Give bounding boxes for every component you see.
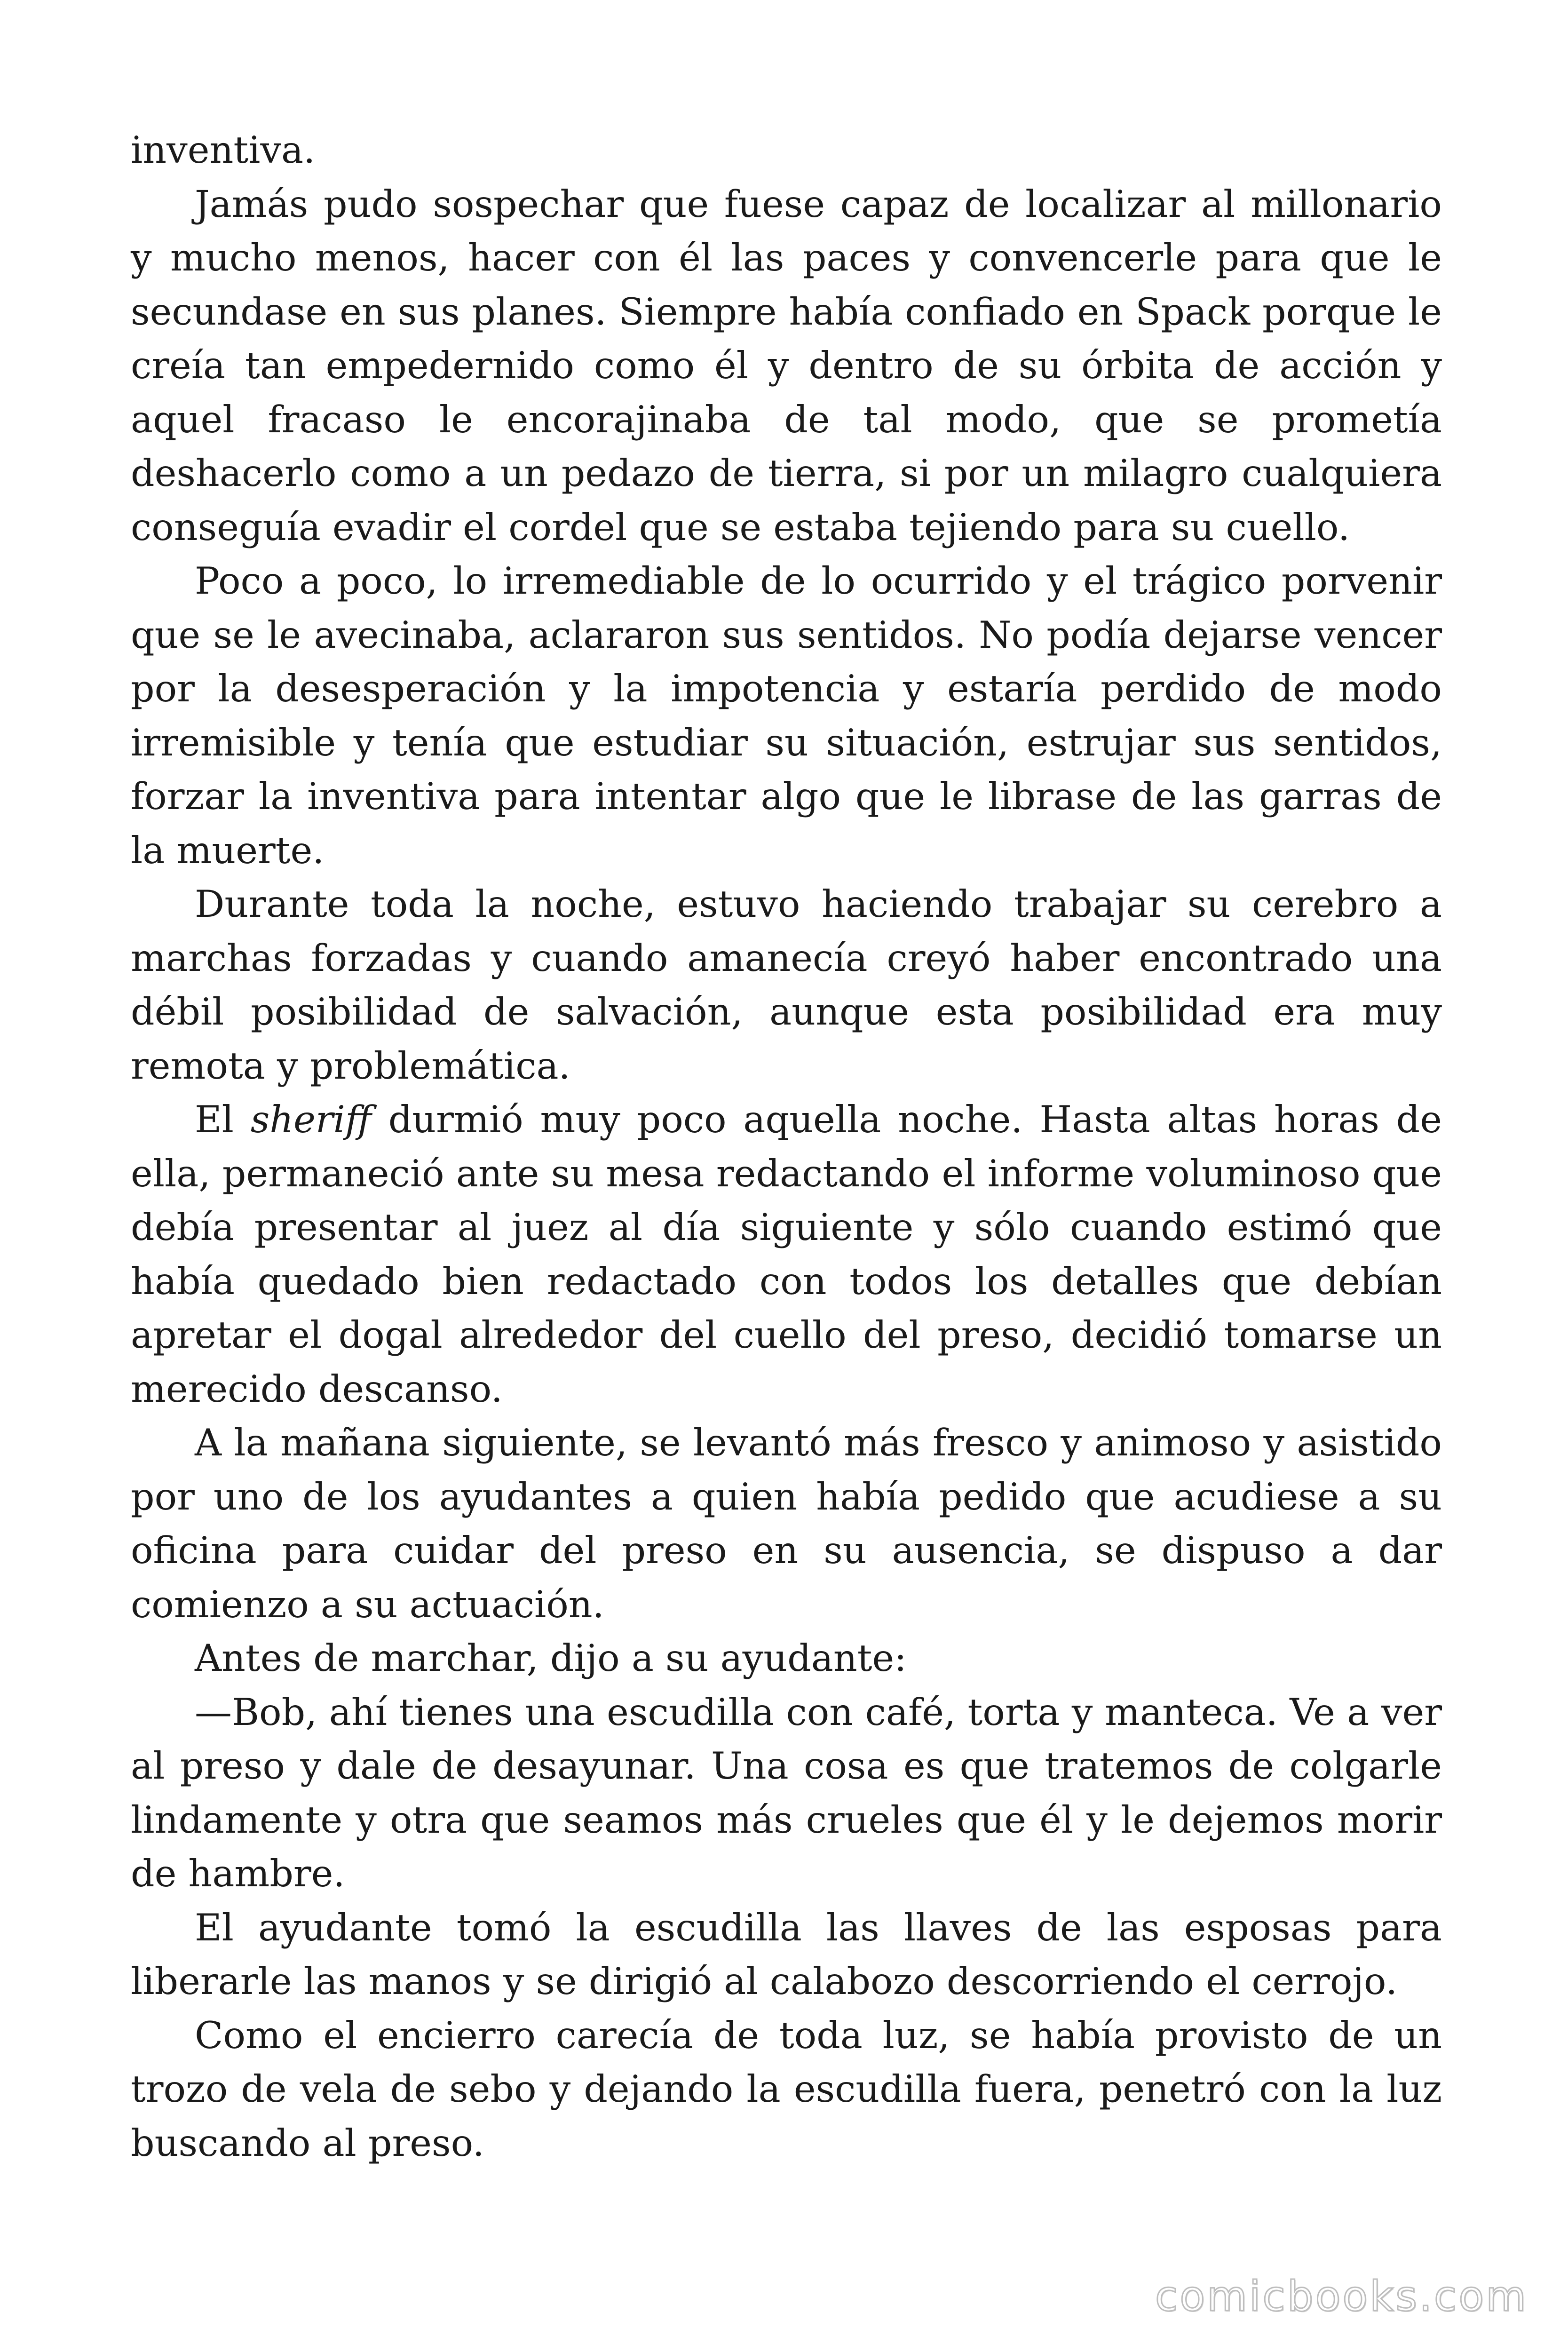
paragraph: Jamás pudo sospechar que fuese capaz de localizar al millonario y mucho menos, hacer con él las paces y convencerle para que le secundase en sus planes. Siempre había confiado en Spack porque le creía tan empedernido como él y dentro de su órbita de acción y aquel fracaso le encorajinaba de tal modo, que se prometía deshacerlo como a un pedazo de tierra, si por un milagro cualquiera conseguía evadir el cordel que se estaba tejiendo para su cuello.	[131, 182, 1442, 549]
watermark: comicbooks.com	[1155, 2272, 1528, 2320]
paragraph: Como el encierro carecía de toda luz, se había provisto de un trozo de vela de sebo y dejando la escudilla fuera, penetró con la luz buscando al preso.	[131, 2013, 1442, 2165]
paragraph	[131, 1093, 1442, 1416]
paragraph: A la mañana siguiente, se levantó más fresco y animoso y asistido por uno de los ayudantes a quien había pedido que acudiese a su oficina para cuidar del preso en su ausencia, se dispuso a dar comienzo a su actuación.	[131, 1421, 1442, 1626]
paragraph: Poco a poco, lo irremediable de lo ocurrido y el trágico porvenir que se le avecinaba, aclararon sus sentidos. No podía dejarse vencer por la desesperación y la impotencia y estaría perdido de modo irremisible y tenía que estudiar su situación, estrujar sus sentidos, forzar la inventiva para intentar algo que le librase de las garras de la muerte.	[131, 559, 1442, 872]
paragraph: Antes de marchar, dijo a su ayudante:	[195, 1637, 907, 1680]
paragraph-text-post: durmió muy poco aquella noche. Hasta altas horas de ella, permaneció ante su mesa redactando el informe voluminoso que debía presentar al juez al día siguiente y sólo cuando estimó que había quedado bien redactado con todos los detalles que debían apretar el dogal alrededor del cuello del preso, decidió tomarse un merecido descanso.	[131, 1098, 1442, 1411]
italic-term: sheriff	[250, 1098, 372, 1141]
paragraph-text-pre: El	[195, 1098, 251, 1141]
body-text	[131, 123, 1442, 2170]
paragraph: —Bob, ahí tienes una escudilla con café, torta y manteca. Ve a ver al preso y dale de desayunar. Una cosa es que tratemos de colgarle lindamente y otra que seamos más crueles que él y le dejemos morir de hambre.	[131, 1690, 1442, 1895]
paragraph-continuation: inventiva.	[131, 128, 316, 172]
paragraph: El ayudante tomó la escudilla las llaves de las esposas para liberarle las manos y se dirigió al calabozo descorriendo el cerrojo.	[131, 1906, 1442, 2003]
paragraph: Durante toda la noche, estuvo haciendo trabajar su cerebro a marchas forzadas y cuando amanecía creyó haber encontrado una débil posibilidad de salvación, aunque esta posibilidad era muy remota y problemática.	[131, 882, 1442, 1088]
